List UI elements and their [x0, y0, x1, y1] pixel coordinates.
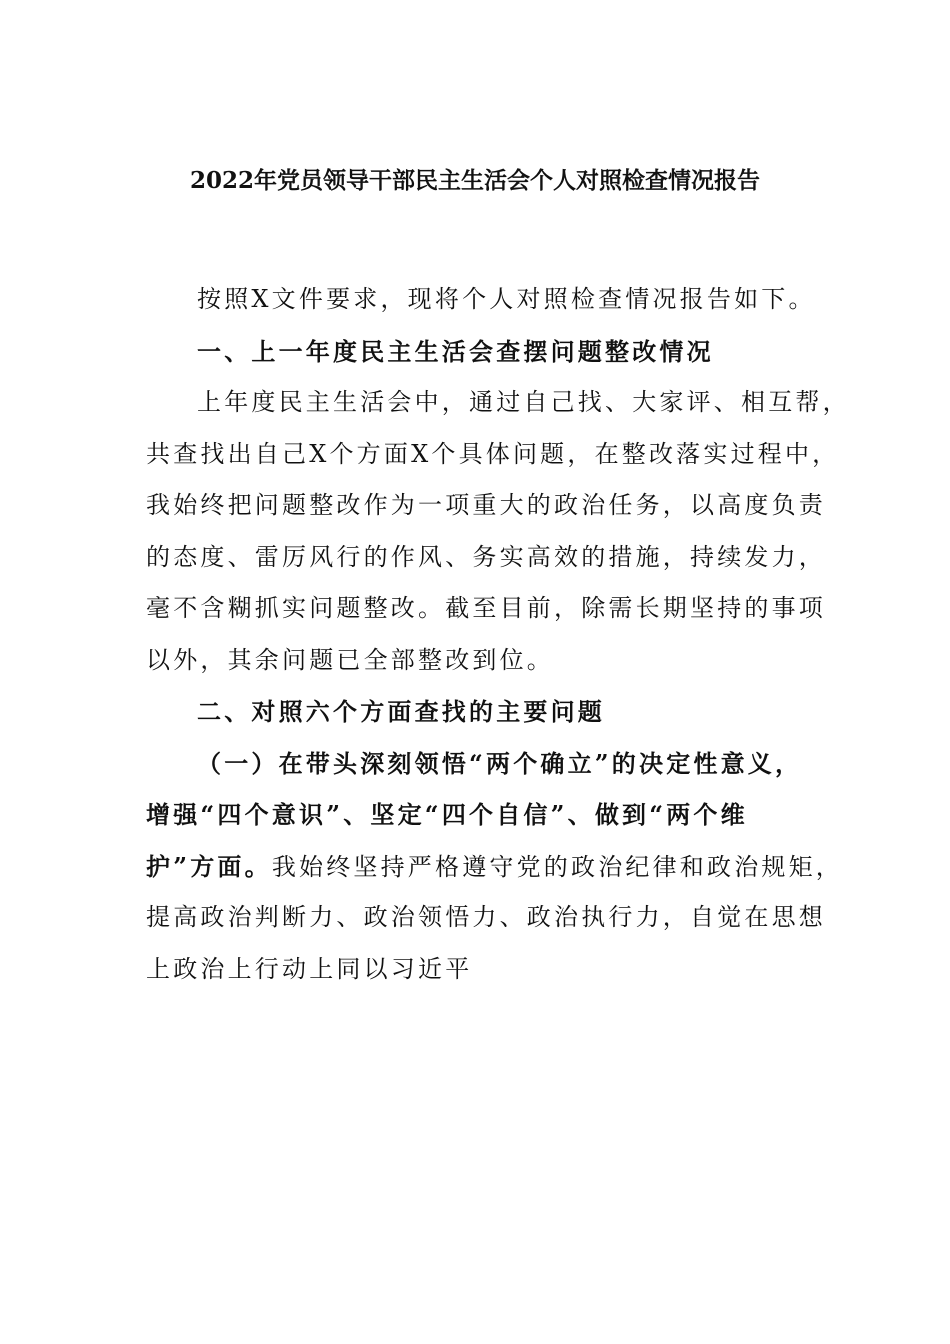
paragraph-line: 以外，其余问题已全部整改到位。: [146, 645, 554, 674]
paragraph-line: 提高政治判断力、政治领悟力、政治执行力，自觉在思想: [146, 903, 826, 931]
paragraph-line: 我始终把问题整改作为一项重大的政治任务，以高度负责: [146, 491, 826, 519]
intro-paragraph: 按照X文件要求，现将个人对照检查情况报告如下。: [197, 285, 816, 313]
section-heading-2: 二、对照六个方面查找的主要问题: [197, 697, 605, 726]
document-body: [146, 274, 850, 995]
paragraph-text: 我始终坚持严格遵守党的政治纪律和政治规矩，: [271, 852, 844, 881]
mixed-paragraph-line: [146, 841, 844, 893]
paragraph-line: 的态度、雷厉风行的作风、务实高效的措施，持续发力，: [146, 542, 826, 571]
paragraph-line: 共查找出自己X个方面X个具体问题，在整改落实过程中，: [146, 439, 840, 468]
paragraph-line: 上政治上行动上同以习近平: [146, 954, 473, 983]
document-title: 2022年党员领导干部民主生活会个人对照检查情况报告: [189, 167, 760, 194]
paragraph-line: 上年度民主生活会中，通过自己找、大家评、相互帮，: [197, 388, 850, 416]
section-heading-1: 一、上一年度民主生活会查摆问题整改情况: [197, 336, 714, 366]
subsection-heading-line: （一）在带头深刻领悟“两个确立”的决定性意义，: [197, 748, 803, 778]
subsection-heading-line: 增强“四个意识”、坚定“四个自信”、做到“两个维: [146, 800, 748, 829]
paragraph-line: 毫不含糊抓实问题整改。截至目前，除需长期坚持的事项: [146, 594, 826, 622]
subsection-heading-tail: 护”方面。: [146, 851, 272, 881]
